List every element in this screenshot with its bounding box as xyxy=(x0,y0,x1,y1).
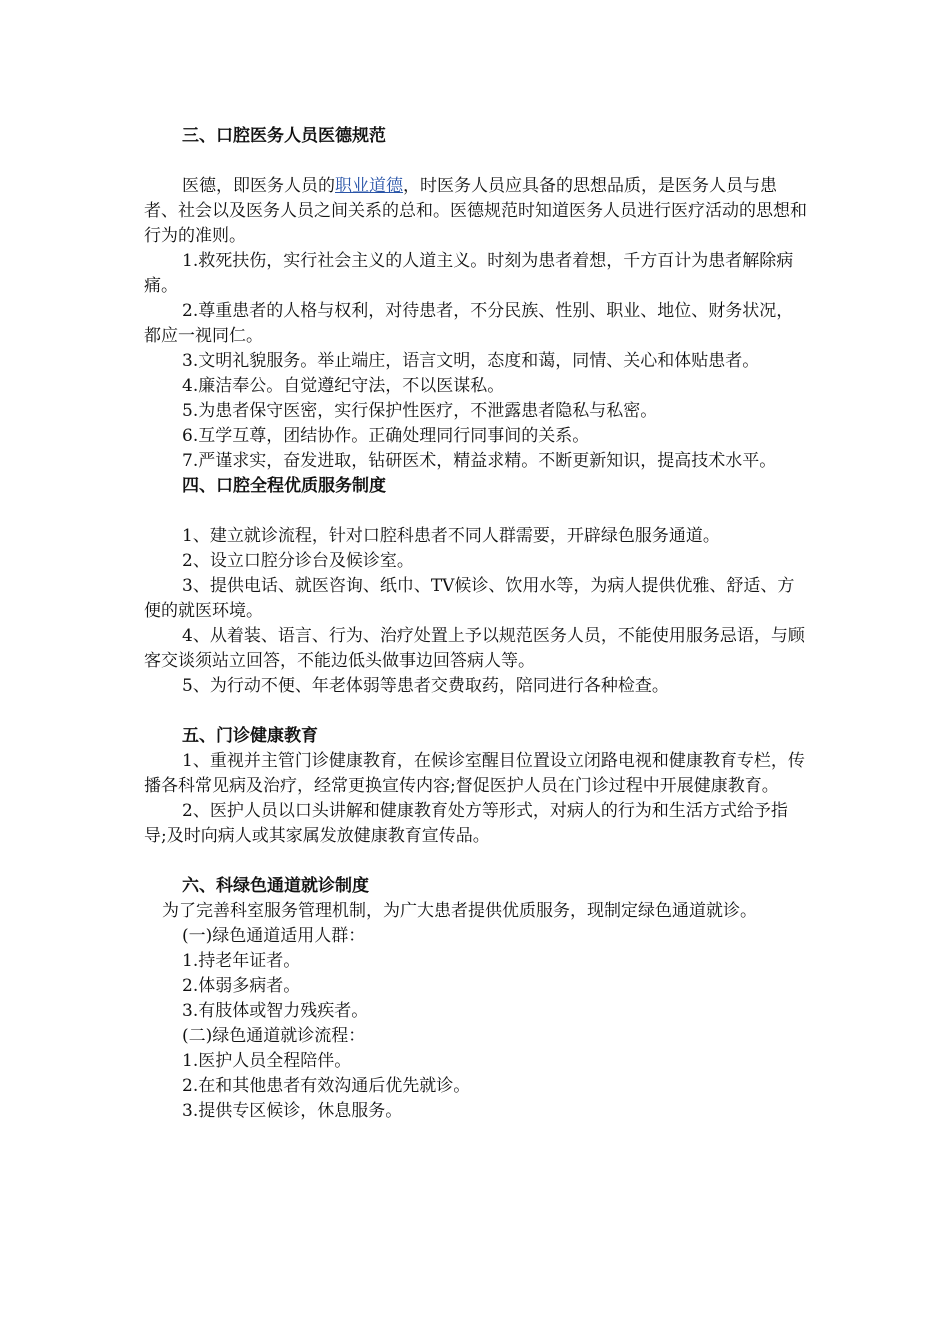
section-4-item: 2、设立口腔分诊台及候诊室。 xyxy=(182,551,414,571)
spacer xyxy=(144,699,808,724)
section-6-subheading: (一)绿色通道适用人群： xyxy=(182,926,366,946)
section-5-title: 五、门诊健康教育 xyxy=(182,726,318,746)
intro-text-before: 医德，即医务人员的 xyxy=(182,176,335,196)
section-5-item: 2、医护人员以口头讲解和健康教育处方等形式，对病人的行为和生活方式给予指导;及时向病人或其家属发放健康教育宣传品。 xyxy=(144,801,788,846)
document-body xyxy=(144,124,808,1124)
section-3-item: 1.救死扶伤，实行社会主义的人道主义。时刻为患者着想，千方百计为患者解除病痛。 xyxy=(144,251,794,296)
section-3-item: 2.尊重患者的人格与权利，对待患者，不分民族、性别、职业、地位、财务状况，都应一视同仁。 xyxy=(144,301,794,346)
section-4-title: 四、口腔全程优质服务制度 xyxy=(182,476,386,496)
section-4-item: 4、从着装、语言、行为、治疗处置上予以规范医务人员，不能使用服务忌语，与顾客交谈须站立回答，不能边低头做事边回答病人等。 xyxy=(144,626,805,671)
section-4-item: 5、为行动不便、年老体弱等患者交费取药，陪同进行各种检查。 xyxy=(182,676,669,696)
intro-text-after: ，时医务人员应具备的思想品质，是医务人员与患者、社会以及医务人员之间关系的总和。医德规范时知道医务人员进行医疗活动的思想和行为的准则。 xyxy=(144,176,807,246)
section-6-list-item: 1.持老年证者。 xyxy=(182,951,301,971)
section-3-item: 4.廉洁奉公。自觉遵纪守法，不以医谋私。 xyxy=(182,376,505,396)
section-6-intro: 为了完善科室服务管理机制，为广大患者提供优质服务，现制定绿色通道就诊。 xyxy=(162,901,757,921)
section-6-list-item: 3.提供专区候诊，休息服务。 xyxy=(182,1101,403,1121)
section-3-item: 5.为患者保守医密，实行保护性医疗，不泄露患者隐私与私密。 xyxy=(182,401,658,421)
section-6-list-item: 1.医护人员全程陪伴。 xyxy=(182,1051,352,1071)
professional-ethics-link[interactable]: 职业道德 xyxy=(335,176,403,196)
section-6-title: 六、科绿色通道就诊制度 xyxy=(182,876,369,896)
spacer xyxy=(144,149,808,174)
section-3-title: 三、口腔医务人员医德规范 xyxy=(182,126,386,146)
section-5-item: 1、重视并主管门诊健康教育，在候诊室醒目位置设立闭路电视和健康教育专栏，传播各科常见病及治疗，经常更换宣传内容;督促医护人员在门诊过程中开展健康教育。 xyxy=(144,751,805,796)
section-6-list-item: 2.在和其他患者有效沟通后优先就诊。 xyxy=(182,1076,471,1096)
section-3-item: 7.严谨求实，奋发进取，钻研医术，精益求精。不断更新知识，提高技术水平。 xyxy=(182,451,777,471)
section-3-intro xyxy=(144,174,808,249)
section-6-list-item: 2.体弱多病者。 xyxy=(182,976,301,996)
section-6-subheading: (二)绿色通道就诊流程： xyxy=(182,1026,366,1046)
spacer xyxy=(144,499,808,524)
spacer xyxy=(144,849,808,874)
section-3-item: 6.互学互尊，团结协作。正确处理同行同事间的关系。 xyxy=(182,426,590,446)
section-4-item: 1、建立就诊流程，针对口腔科患者不同人群需要，开辟绿色服务通道。 xyxy=(182,526,720,546)
section-4-item: 3、提供电话、就医咨询、纸巾、TV候诊、饮用水等，为病人提供优雅、舒适、方便的就医环境。 xyxy=(144,576,795,621)
section-6-list-item: 3.有肢体或智力残疾者。 xyxy=(182,1001,369,1021)
section-3-item: 3.文明礼貌服务。举止端庄，语言文明，态度和蔼，同情、关心和体贴患者。 xyxy=(182,351,760,371)
